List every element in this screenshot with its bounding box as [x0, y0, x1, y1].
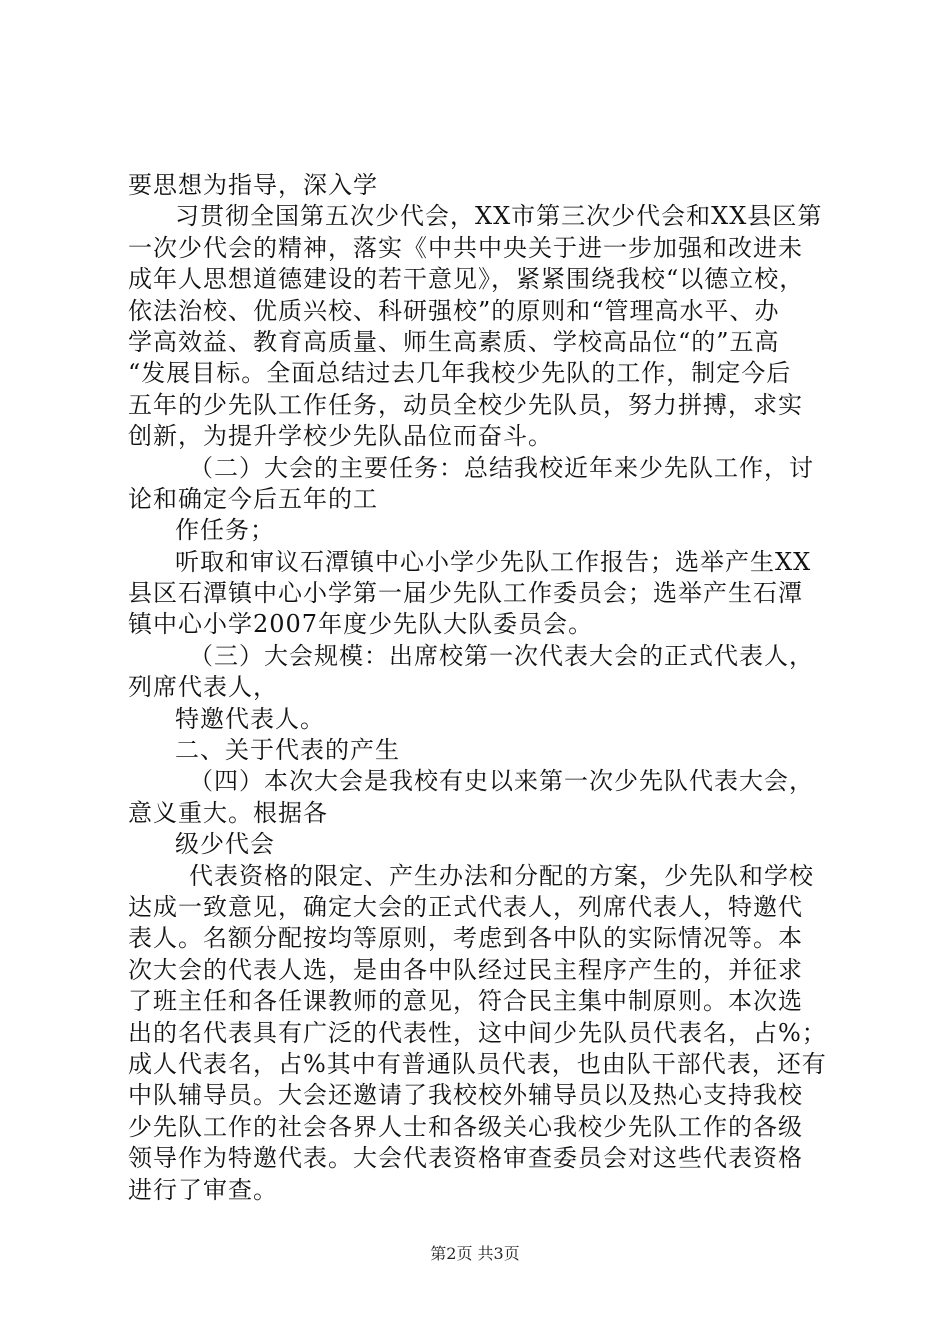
page-footer: 第2页 共3页	[430, 1244, 520, 1263]
text-line: 出的名代表具有广泛的代表性，这中间少先队员代表名，占%；	[128, 1018, 827, 1047]
text-line: 听取和审议石潭镇中心小学少先队工作报告；选举产生XX	[175, 547, 812, 576]
text-line: 领导作为特邀代表。大会代表资格审查委员会对这些代表资格	[128, 1144, 803, 1173]
text-line: 少先队工作的社会各界人士和各级关心我校少先队工作的各级	[128, 1112, 803, 1141]
text-line: 了班主任和各任课教师的意见，符合民主集中制原则。本次选	[128, 987, 803, 1016]
text-line: （三）大会规模：出席校第一次代表大会的正式代表人，	[189, 641, 814, 670]
text-line: 二、关于代表的产生	[175, 736, 400, 765]
text-line: 镇中心小学2007年度少先队大队委员会。	[128, 610, 594, 639]
text-line: “发展目标。全面总结过去几年我校少先队的工作，制定今后	[128, 359, 792, 388]
document-body	[128, 170, 828, 1206]
text-line: 依法治校、优质兴校、科研强校”的原则和“管理高水平、办	[128, 296, 780, 325]
text-line: 五年的少先队工作任务，动员全校少先队员，努力拼搏，求实	[128, 390, 803, 419]
text-line: 级少代会	[175, 830, 275, 859]
text-line: （二）大会的主要任务：总结我校近年来少先队工作，讨	[189, 453, 814, 482]
text-line: 列席代表人，	[128, 673, 278, 702]
text-line: （四）本次大会是我校有史以来第一次少先队代表大会，	[189, 767, 814, 796]
text-line: 要思想为指导，深入学	[128, 171, 378, 199]
text-line: 中队辅导员。大会还邀请了我校校外辅导员以及热心支持我校	[128, 1081, 803, 1110]
text-line: 次大会的代表人选，是由各中队经过民主程序产生的，并征求	[128, 955, 803, 984]
text-line: 成年人思想道德建设的若干意见》，紧紧围绕我校“以德立校，	[128, 265, 805, 294]
text-line: 学高效益、教育高质量、师生高素质、学校高品位“的”五高	[128, 327, 780, 356]
text-line: 论和确定今后五年的工	[128, 484, 378, 513]
text-line: 一次少代会的精神，落实《中共中央关于进一步加强和改进未	[128, 233, 803, 262]
text-line: 县区石潭镇中心小学第一届少先队工作委员会；选举产生石潭	[128, 579, 803, 608]
text-line: 进行了审查。	[128, 1175, 278, 1204]
text-line: 达成一致意见，确定大会的正式代表人，列席代表人，特邀代	[128, 892, 803, 921]
text-line: 创新，为提升学校少先队品位而奋斗。	[128, 422, 553, 451]
text-line: 作任务；	[175, 516, 275, 545]
text-line: 代表资格的限定、产生办法和分配的方案，少先队和学校	[189, 861, 814, 890]
text-line: 成人代表名，占%其中有普通队员代表，也由队干部代表，还有	[128, 1049, 827, 1078]
text-line: 表人。名额分配按均等原则，考虑到各中队的实际情况等。本	[128, 924, 803, 953]
text-line: 特邀代表人。	[175, 704, 325, 733]
text-line: 习贯彻全国第五次少代会，XX市第三次少代会和XX县区第	[175, 202, 823, 231]
text-line: 意义重大。根据各	[128, 798, 328, 827]
